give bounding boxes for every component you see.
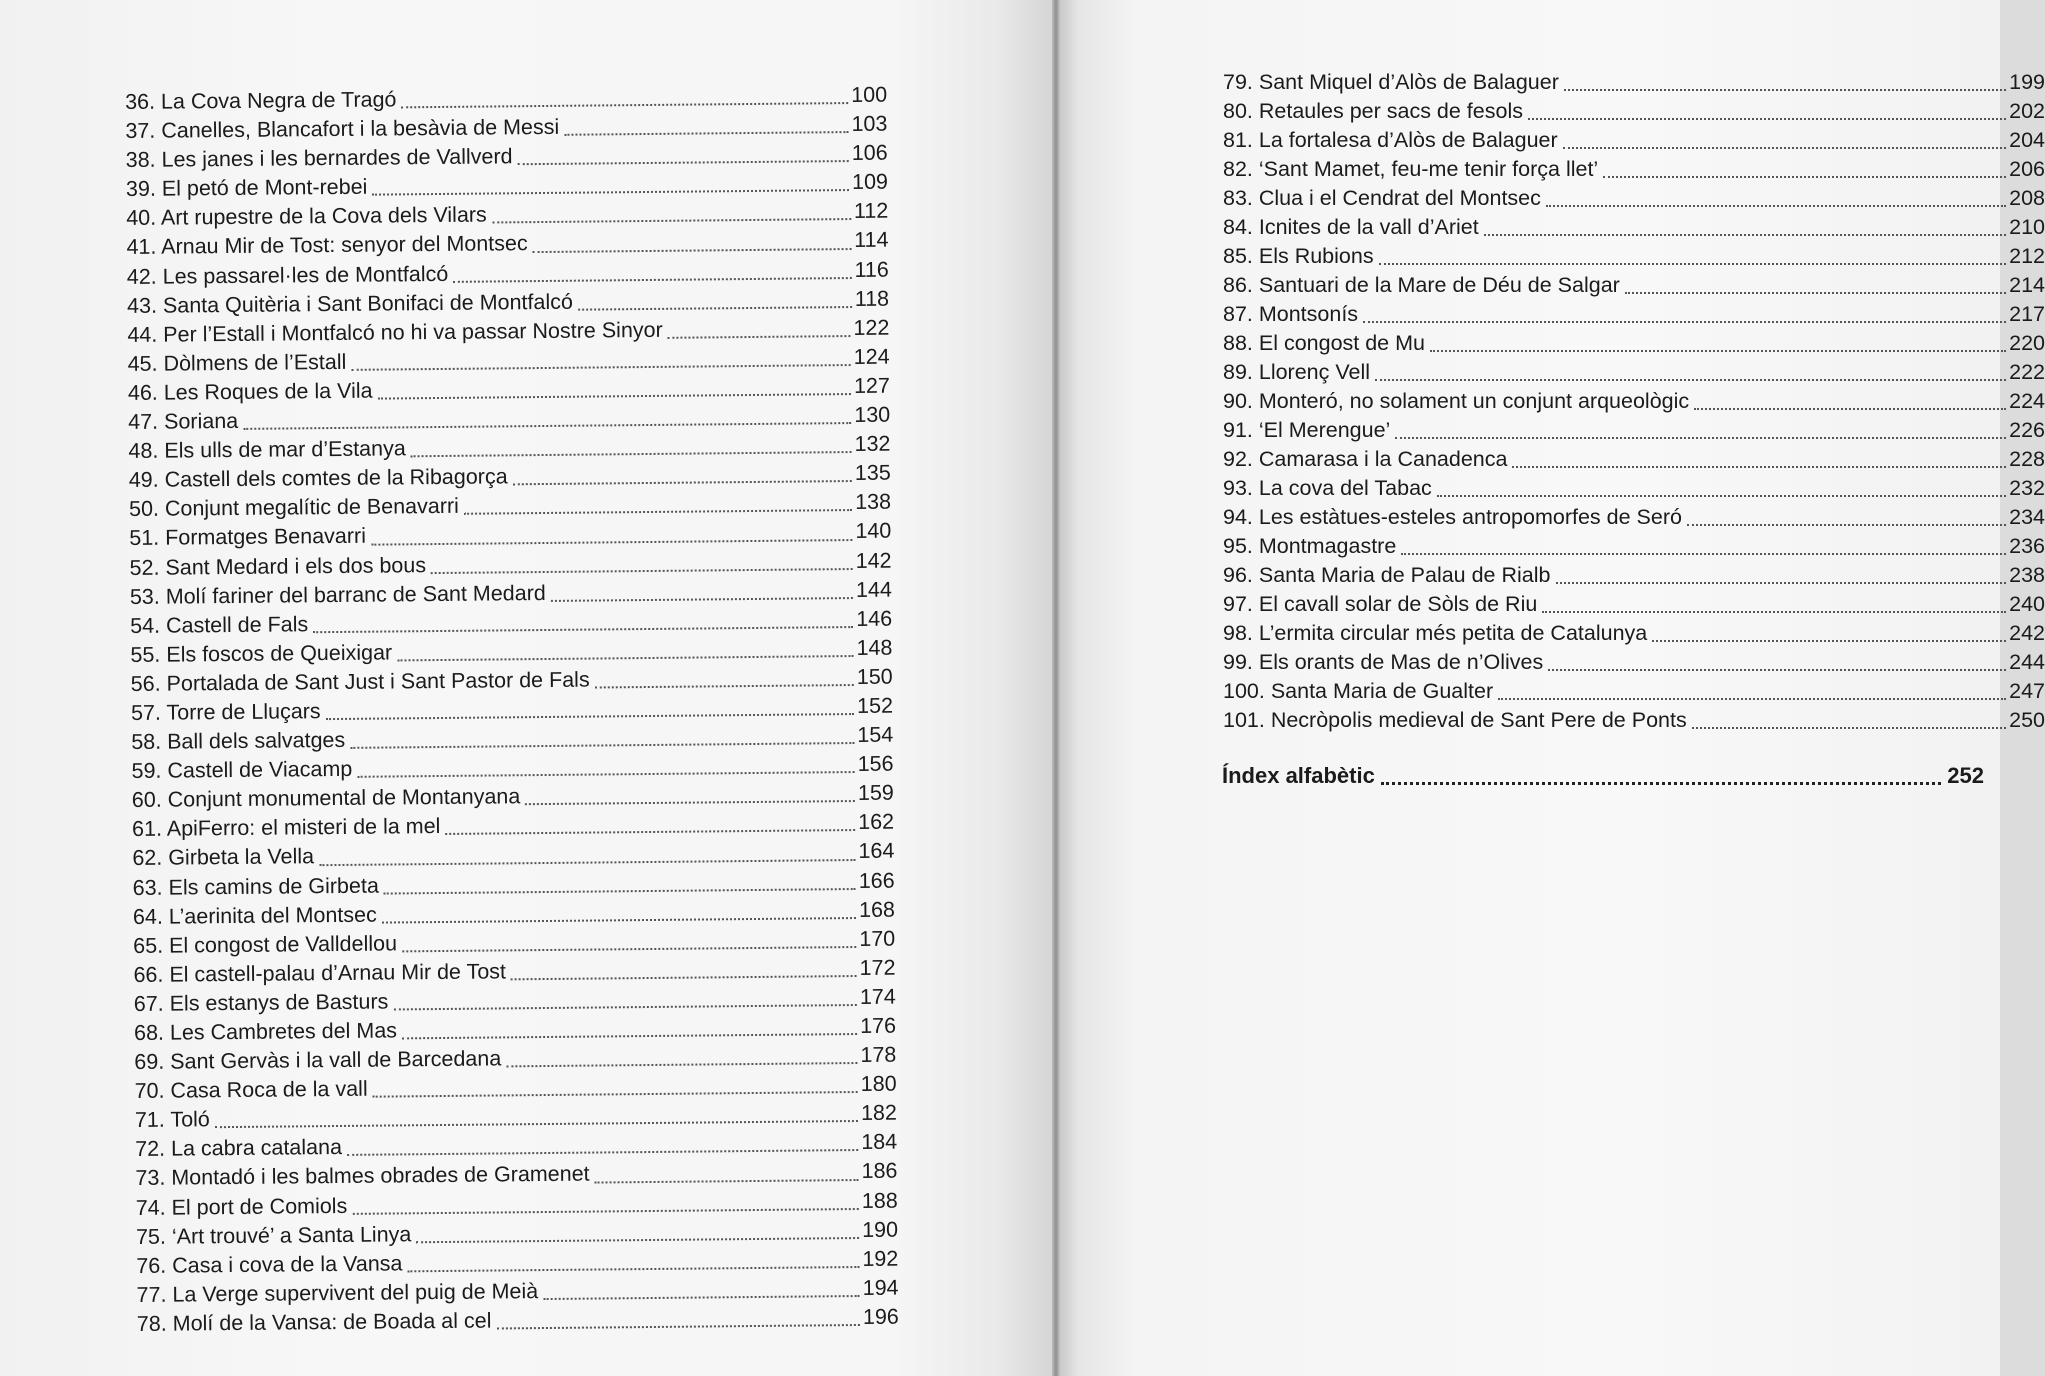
toc-entry-page-number: 144 [855,577,892,602]
toc-entry-page-number: 106 [851,140,888,166]
toc-entry-page-number: 220 [2009,331,2045,355]
toc-entry-page-number: 238 [2009,563,2045,587]
toc-entry [1223,619,2045,648]
dot-leader [416,1215,859,1243]
toc-entry-title: 61. ApiFerro: el misteri de la mel [132,814,441,842]
toc-entry-title: 100. Santa Maria de Gualter [1223,679,1494,703]
right-page [1060,0,2045,1376]
dot-leader [1548,648,2006,672]
toc-entry [1223,271,2045,300]
toc-entry-page-number: 196 [862,1304,899,1329]
book-gutter [1052,0,1060,1376]
dot-leader [243,401,851,430]
toc-entry-title: 80. Retaules per sacs de fesols [1223,99,1523,123]
toc-entry-page-number: 194 [862,1275,899,1300]
toc-entry-page-number: 212 [2009,244,2045,268]
dot-leader [319,837,856,866]
toc-entry-page-number: 232 [2009,476,2045,500]
dot-leader [453,255,851,282]
toc-entry-page-number: 190 [862,1217,899,1242]
dot-leader [578,284,852,310]
toc-entry [1223,242,2045,271]
dot-leader [464,488,852,515]
toc-entry-title: 99. Els orants de Mas de n’Olives [1223,650,1544,674]
toc-entry-page-number: 170 [859,926,896,951]
toc-entry [1223,97,2045,126]
toc-entry-page-number: 156 [857,751,894,777]
toc-entry-title: 97. El cavall solar de Sòls de Riu [1223,592,1538,616]
dot-leader [407,1244,859,1272]
dot-leader [377,372,851,400]
toc-entry-title: 38. Les janes i les bernardes de Vallverd [125,144,513,173]
toc-entry-title: 83. Clua i el Cendrat del Montsec [1223,186,1541,210]
toc-entry-title: 81. La fortalesa d’Alòs de Balaguer [1223,128,1558,152]
toc-entry-page-number: 210 [2009,215,2045,239]
toc-entry [1223,213,2045,242]
toc-entry-page-number: 116 [854,257,889,282]
toc-entry-title: 86. Santuari de la Mare de Déu de Salgar [1223,273,1620,297]
dot-leader [384,866,856,894]
toc-entry-title: 52. Sant Medard i els dos bous [129,552,427,580]
toc-entry-title: 48. Els ulls de mar d’Estanya [128,436,406,464]
dot-leader [411,430,852,458]
dot-leader [1363,300,2006,324]
dot-leader [397,633,854,661]
dot-leader [1603,155,2006,179]
toc-entry-title: 59. Castell de Viacamp [131,757,353,784]
toc-entry-page-number: 236 [2009,534,2045,558]
toc-entry-title: 37. Canelles, Blancafort i la besàvia de Messi [125,114,560,144]
toc-entry-title: 72. La cabra catalana [135,1135,343,1162]
toc-entry-title: 93. La cova del Tabac [1223,476,1432,500]
dot-leader [1375,358,2006,382]
toc-entry-page-number: 184 [861,1130,898,1155]
toc-entry-page-number: 228 [2009,447,2045,471]
toc-entry-page-number: 103 [851,111,888,137]
toc-entry-page-number: 178 [860,1042,897,1068]
toc-entry [1223,503,2045,532]
toc-entry [1223,416,2045,445]
index-title: Índex alfabètic [1222,763,1375,788]
toc-entry-title: 101. Necròpolis medieval de Sant Pere de Ponts [1223,708,1687,732]
toc-entry-page-number: 186 [861,1159,898,1184]
dot-leader [401,81,848,109]
toc-entry [1223,532,2045,561]
toc-entry [137,1303,899,1339]
dot-leader [1395,416,2006,440]
dot-leader [506,1041,857,1068]
dot-leader [350,721,854,749]
toc-entry-title: 77. La Verge supervivent del puig de Meià [136,1278,539,1307]
toc-entry-title: 88. El congost de Mu [1223,331,1425,355]
dot-leader [1564,68,2006,92]
toc-entry-title: 71. Toló [134,1107,210,1133]
toc-entry-page-number: 109 [851,169,889,195]
toc-entry [1223,590,2045,619]
toc-entry-page-number: 124 [853,344,890,369]
toc-entry-page-number: 214 [2009,273,2045,297]
dot-leader [517,139,848,166]
dot-leader [1625,271,2006,295]
toc-entry [1223,561,2045,590]
toc-entry [1223,706,2045,735]
toc-entry-page-number: 226 [2009,418,2045,442]
toc-entry-title: 65. El congost de Valldellou [133,931,398,958]
toc-entry [1223,184,2045,213]
toc-entry-page-number: 174 [859,984,896,1009]
toc-entry-title: 64. L’aerinita del Montsec [132,902,377,929]
toc-entry-page-number: 148 [856,635,893,660]
toc-entry-page-number: 242 [2009,621,2045,645]
dot-leader [1437,474,2006,498]
toc-entry-title: 45. Dòlmens de l’Estall [127,349,347,376]
toc-entry-page-number: 172 [859,955,896,980]
toc-entry-title: 49. Castell dels comtes de la Ribagorça [128,464,508,493]
toc-entry-page-number: 250 [2009,708,2045,732]
dot-leader [668,313,851,338]
toc-entry-title: 75. ‘Art trouvé’ a Santa Linya [135,1221,412,1249]
toc-entry-title: 55. Els foscos de Queixigar [130,640,393,667]
toc-entry-title: 68. Les Cambretes del Mas [133,1018,398,1045]
dot-leader [372,168,849,196]
dot-leader [533,226,852,253]
index-entry [1222,761,1984,791]
toc-entry-title: 84. Icnites de la vall d’Ariet [1223,215,1479,239]
toc-entry-title: 42. Les passarel·les de Montfalcó [126,261,449,289]
toc-entry-page-number: 206 [2009,157,2045,181]
toc-entry-title: 96. Santa Maria de Palau de Rialb [1223,563,1551,587]
toc-entry-title: 70. Casa Roca de la vall [134,1076,368,1104]
dot-leader [543,1273,860,1300]
toc-entry-title: 39. El petó de Mont-rebei [125,174,368,202]
dot-leader [594,1157,858,1183]
toc-entry-page-number: 192 [862,1246,899,1271]
toc-entry-title: 40. Art rupestre de la Cova dels Vilars [126,202,487,231]
toc-entry-title: 74. El port de Comiols [135,1193,348,1220]
toc-entry-title: 85. Els Rubions [1223,244,1374,268]
dot-leader [215,1099,858,1129]
toc-entry-title: 56. Portalada de Sant Just i Sant Pastor de Fals [130,667,590,696]
toc-entry [1223,329,2045,358]
dot-leader [1484,213,2006,237]
toc-entry-page-number: 127 [853,373,891,398]
toc-entry-title: 91. ‘El Merengue’ [1223,418,1391,442]
toc-entry-title: 62. Girbeta la Vella [132,844,315,871]
toc-entry-page-number: 164 [858,839,895,864]
dot-leader [1401,532,2006,556]
toc-entry [1223,358,2045,387]
dot-leader [402,1012,857,1040]
toc-entry-title: 41. Arnau Mir de Tost: senyor del Montsec [126,231,528,260]
dot-leader [1652,619,2006,643]
toc-entry-page-number: 176 [860,1013,897,1038]
toc-entry-title: 90. Monteró, no solament un conjunt arqueològic [1223,389,1690,413]
toc-entry-title: 95. Montmagastre [1223,534,1397,558]
toc-entry-page-number: 142 [855,548,892,573]
toc-entry [1223,677,2045,706]
toc-entry-page-number: 222 [2009,360,2045,384]
dot-leader [393,983,857,1011]
toc-entry-page-number: 159 [857,780,894,806]
toc-entry-title: 94. Les estàtues-esteles antropomorfes de Seró [1223,505,1682,529]
toc-entry-title: 47. Soriana [128,408,239,435]
toc-entry [1223,155,2045,184]
toc-entry [1223,126,2045,155]
toc-entry-page-number: 199 [2009,70,2045,94]
toc-entry-page-number: 146 [856,606,893,631]
dot-leader [1556,561,2007,585]
dot-leader [525,779,855,806]
dot-leader [1692,706,2006,730]
toc-entry-page-number: 240 [2009,592,2045,616]
dot-leader [1498,677,2006,701]
dot-leader [511,953,857,980]
dot-leader [357,750,855,778]
dot-leader [564,110,849,136]
toc-entry-page-number: 202 [2009,99,2045,123]
toc-entry [1223,387,2045,416]
dot-leader [1528,97,2006,121]
toc-entry-page-number: 208 [2009,186,2045,210]
toc-entry-title: 43. Santa Quitèria i Sant Bonifaci de Montfalcó [126,289,573,318]
dot-leader [1546,184,2006,208]
dot-leader [1542,590,2006,614]
dot-leader [373,1070,858,1098]
dot-leader [1512,445,2006,469]
dot-leader [512,459,851,486]
dot-leader [351,342,851,370]
toc-list-right [1223,68,2045,735]
toc-entry-title: 58. Ball dels salvatges [131,727,346,755]
dot-leader [496,1303,860,1330]
dot-leader [431,546,853,574]
toc-entry-page-number: 112 [853,199,889,224]
toc-entry-page-number: 130 [854,402,891,428]
toc-entry-page-number: 122 [853,315,890,340]
dot-leader [1687,503,2006,527]
toc-entry [1223,445,2045,474]
toc-entry-title: 87. Montsonís [1223,302,1359,326]
toc-entry-page-number: 234 [2009,505,2045,529]
toc-entry-page-number: 118 [854,286,890,311]
toc-entry-page-number: 135 [854,460,891,486]
dot-leader [492,197,851,224]
toc-entry-page-number: 152 [856,693,894,718]
toc-entry [1223,474,2045,503]
toc-entry-page-number: 180 [860,1071,897,1097]
toc-entry-title: 50. Conjunt megalític de Benavarri [128,494,460,522]
toc-entry-title: 53. Molí fariner del barranc de Sant Medard [129,580,546,609]
dot-leader [445,808,855,835]
dot-leader [1694,387,2006,411]
toc-entry-title: 60. Conjunt monumental de Montanyana [131,784,521,813]
index-page-number: 252 [1947,763,1984,788]
toc-entry-page-number: 150 [856,664,893,689]
toc-entry-title: 57. Torre de Lluçars [130,699,321,725]
dot-leader [402,924,857,952]
toc-entry-page-number: 166 [858,868,895,893]
dot-leader [1563,126,2006,150]
toc-entry-page-number: 100 [851,82,888,108]
toc-entry-page-number: 138 [855,489,892,515]
dot-leader [371,517,853,545]
toc-entry-page-number: 204 [2009,128,2045,152]
toc-entry-title: 73. Montadó i les balmes obrades de Gramenet [135,1162,590,1191]
toc-entry-title: 63. Els camins de Girbeta [132,873,379,900]
toc-entry-title: 89. Llorenç Vell [1223,360,1371,384]
toc-entry-page-number: 247 [2009,679,2045,703]
toc-entry [1223,68,2045,97]
toc-entry-title: 78. Molí de la Vansa: de Boada al cel [136,1308,492,1336]
toc-entry-page-number: 224 [2009,389,2045,413]
dot-leader [1381,760,1941,785]
toc-entry-page-number: 140 [855,519,892,544]
toc-entry-title: 82. ‘Sant Mamet, feu-me tenir força llet’ [1223,157,1599,181]
dot-leader [347,1128,859,1156]
dot-leader [313,604,853,633]
toc-entry-title: 76. Casa i cova de la Vansa [136,1251,403,1278]
dot-leader [1379,242,2007,266]
dot-leader [325,692,854,721]
toc-entry-page-number: 168 [858,897,896,922]
toc-entry [1223,648,2045,677]
toc-entry-title: 54. Castell de Fals [130,611,309,638]
toc-entry-page-number: 154 [857,722,894,748]
toc-entry-title: 66. El castell-palau d’Arnau Mir de Tost [133,959,507,987]
toc-entry-title: 79. Sant Miquel d’Alòs de Balaguer [1223,70,1559,94]
toc-entry-page-number: 217 [2009,302,2045,326]
toc-entry-title: 51. Formatges Benavarri [129,524,367,551]
toc-entry-title: 36. La Cova Negra de Tragó [125,87,397,114]
dot-leader [1430,329,2006,353]
toc-entry-title: 44. Per l’Estall i Montfalcó no hi va passar Nostre Sinyor [127,317,663,347]
dot-leader [551,575,853,601]
toc-entry-title: 92. Camarasa i la Canadenca [1223,447,1508,471]
toc-entry-page-number: 132 [854,431,891,457]
toc-entry-page-number: 114 [854,228,889,253]
dot-leader [352,1186,859,1214]
dot-leader [594,663,853,689]
toc-entry-page-number: 162 [858,809,895,835]
toc-entry-page-number: 188 [861,1188,898,1213]
toc-entry-title: 98. L’ermita circular més petita de Catalunya [1223,621,1648,645]
toc-entry-title: 69. Sant Gervàs i la vall de Barcedana [134,1046,502,1075]
toc-entry-title: 67. Els estanys de Basturs [133,989,389,1016]
toc-list-left [125,81,899,1339]
toc-entry-page-number: 182 [860,1100,897,1126]
dot-leader [382,895,857,923]
toc-entry-title: 46. Les Roques de la Vila [127,378,373,405]
toc-entry [1223,300,2045,329]
toc-entry-page-number: 244 [2009,650,2045,674]
